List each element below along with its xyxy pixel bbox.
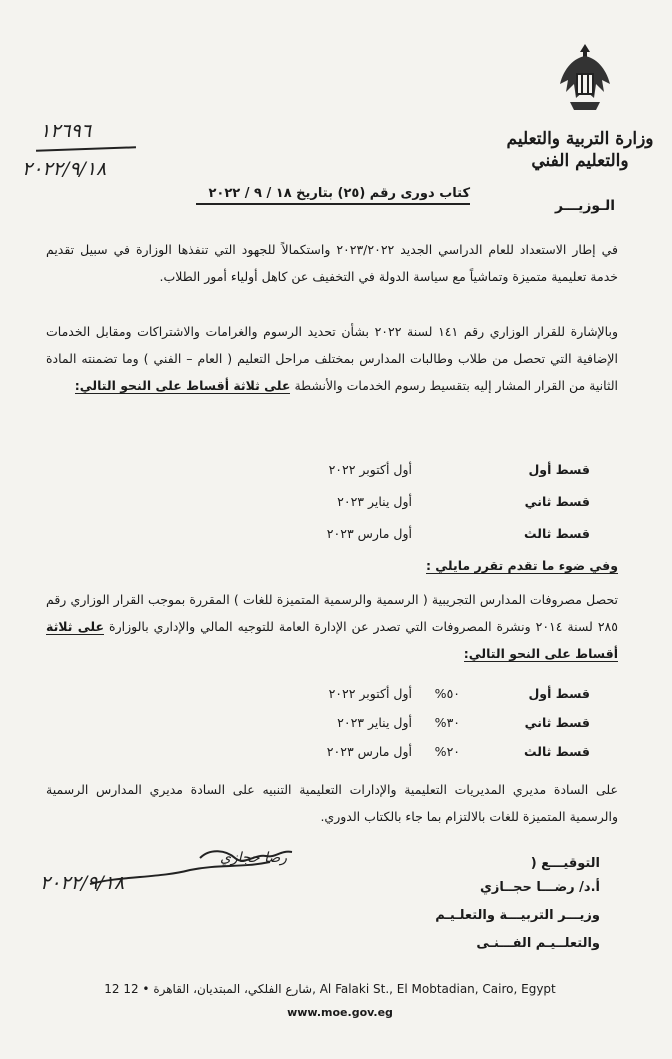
paragraph-decision: تحصل مصروفات المدارس التجريبية ( الرسمية والرسمية المتميزة للغات ) المقررة بموجب القرار الوزاري رقم ٢٨٥ لسنة ٢٠١٤ ونشرة المصروفات التي تصدر عن الإدارة العامة للتوجيه المالي والإداري بالوزارة على ثلاثة أقساط على النحو التالي: — [46, 592, 618, 661]
installment-row — [60, 686, 590, 710]
document-title: كتاب دورى رقم (٢٥) بتاريخ ١٨ / ٩ / ٢٠٢٢ — [196, 186, 470, 205]
installment-percent: ٣٠% — [434, 715, 460, 730]
svg-text:رضا حجازي: رضا حجازي — [220, 850, 288, 866]
signature-label: التوقيـــع ( — [530, 856, 600, 871]
installment-label: قسط ثاني — [524, 494, 590, 509]
installments-emphasis-2: على ثلاثة أقساط على النحو التالي: — [46, 619, 618, 661]
installment-row — [60, 744, 590, 768]
installments-table-2 — [60, 686, 590, 768]
paragraph-decree-reference: وبالإشارة للقرار الوزاري رقم ١٤١ لسنة ٢٠٢٢ بشأن تحديد الرسوم والغرامات والاشتراكات ومقابل الخدمات الإضافية التي تحصل من طلاب وطالبات المدارس بمختلف مراحل التعليم ( العام – الفني ) وما تضمنته المادة الثانية من القرار المشار إليه بتقسيط رسوم الخدمات والأنشطة على ثلاثة أقساط على النحو التالي: — [46, 324, 618, 393]
signatory-title-2: والتعلــيـم الفـــنـى — [476, 936, 600, 951]
installment-row — [60, 462, 590, 486]
installment-percent: ٢٠% — [434, 744, 460, 759]
installment-percent: ٥٠% — [434, 686, 460, 701]
eagle-emblem-icon — [556, 40, 614, 120]
installment-label: قسط ثالث — [524, 744, 590, 759]
footer-website: www.moe.gov.eg — [287, 1006, 393, 1019]
paragraph-instruction: على السادة مديري المديريات التعليمية والإدارات التعليمية التنبيه على السادة مديري المدارس الرسمية والرسمية المتميزة للغات بالالتزام بما جاء بالكتاب الدوري. — [46, 782, 618, 824]
installment-row — [60, 494, 590, 518]
installment-label: قسط أول — [528, 686, 590, 701]
installments-table-1 — [60, 462, 590, 550]
handwritten-underline — [36, 146, 136, 151]
signatory-name: أ.د/ رضـــا حجــازي — [479, 880, 600, 895]
handwritten-date: ٢٠٢٢/٩/١٨ — [22, 158, 107, 180]
installment-date: أول يناير ٢٠٢٣ — [337, 715, 412, 730]
footer-address: 12 شارع الفلكي، المبتديان، القاهرة • 12, Al Falaki St., El Mobtadian, Cairo, Egypt — [104, 982, 556, 996]
installment-label: قسط أول — [528, 462, 590, 477]
installment-label: قسط ثاني — [524, 715, 590, 730]
installment-date: أول مارس ٢٠٢٣ — [326, 744, 412, 759]
handwritten-number: ١٢٦٩٦ — [40, 120, 92, 142]
installment-label: قسط ثالث — [524, 526, 590, 541]
installment-row — [60, 715, 590, 739]
installment-date: أول مارس ٢٠٢٣ — [326, 526, 412, 541]
ministry-name: وزارة التربية والتعليم والتعليم الفني — [506, 129, 654, 171]
installment-date: أول أكتوبر ٢٠٢٢ — [328, 686, 412, 701]
minister-label: الـوزيـــر — [555, 198, 615, 214]
installment-date: أول أكتوبر ٢٠٢٢ — [328, 462, 412, 477]
installment-date: أول يناير ٢٠٢٣ — [337, 494, 412, 509]
paragraph-intro: في إطار الاستعداد للعام الدراسي الجديد ٢٠٢٣/٢٠٢٢ واستكمالاً للجهود التي تنفذها الوزارة في سبيل تقديم خدمة تعليمية متميزة وتماشياً مع سياسة الدولة في التخفيف عن كاهل أولياء أمور الطلاب. — [46, 242, 618, 284]
decision-heading: وفي ضوء ما تقدم تقرر مايلي : — [425, 558, 618, 573]
signature-date: ٢٠٢٢/٩/١٨ — [40, 872, 125, 894]
installments-emphasis: على ثلاثة أقساط على النحو التالي: — [74, 378, 291, 393]
installment-row — [60, 526, 590, 550]
signatory-title: وزيـــر التربيـــة والتعلـيـم — [435, 908, 600, 923]
